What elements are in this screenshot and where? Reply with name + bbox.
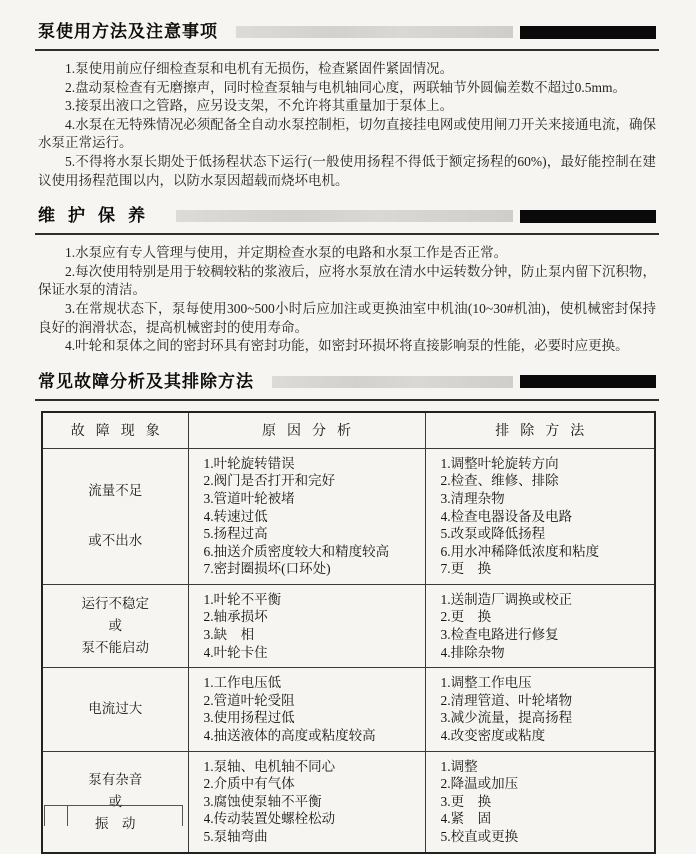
instruction-item: 2.每次使用特别是用于较稠较粘的浆液后，应将水泵放在清水中运转数分钟，防止泵内留下沉积物，保证水泵的清洁。 [38, 263, 656, 298]
cause-item: 3.使用扬程过低 [203, 710, 295, 726]
section-rule [35, 49, 659, 51]
remedy-item: 2.清理管道、叶轮堵物 [440, 692, 573, 708]
header-gray-strip [176, 210, 513, 222]
instruction-item: 2.盘动泵检查有无磨擦声，同时检查泵轴与电机轴同心度，两联轴节外圆偏差数不超过0.5mm。 [65, 79, 627, 95]
partial-table-divider [67, 806, 68, 826]
instruction-item: 4.叶轮和泵体之间的密封环具有密封功能，如密封环损坏将直接影响泵的性能，必要时应更换。 [65, 338, 629, 354]
remedy-item: 4.改变密度或粘度 [440, 728, 546, 744]
cause-item: 3.腐蚀使泵轴不平衡 [203, 793, 322, 809]
cause-item: 7.密封圈损坏(口环处) [203, 561, 331, 577]
remedy-item: 1.调整工作电压 [440, 675, 532, 691]
remedy-item: 3.清理杂物 [440, 490, 505, 506]
phenomenon-cell [42, 668, 188, 751]
remedy-item: 1.调整叶轮旋转方向 [440, 455, 559, 471]
cause-item: 1.泵轴、电机轴不同心 [203, 758, 336, 774]
instruction-item: 3.接泵出液口之管路，应另设支架，不允许将其重量加于泵体上。 [65, 98, 454, 114]
section-header-usage [38, 20, 656, 44]
cause-item: 2.阀门是否打开和完好 [203, 473, 336, 489]
table-row-unstable-operation [42, 584, 655, 667]
header-black-bar [520, 210, 656, 223]
remedy-item: 4.检查电器设备及电路 [440, 508, 573, 524]
section-header-faults [38, 370, 656, 394]
phenomenon-line: 振 动 [95, 815, 136, 831]
partial-table-fragment [44, 805, 183, 826]
phenomenon-cell [42, 584, 188, 667]
phenomenon-cell [42, 751, 188, 852]
remedy-item: 2.降温或加压 [440, 776, 519, 792]
cause-item: 5.泵轴弯曲 [203, 829, 268, 844]
remedies-cell [425, 751, 655, 852]
cause-item: 2.轴承损坏 [203, 609, 268, 625]
cause-item: 3.缺 相 [203, 627, 255, 643]
instruction-item: 3.在常规状态下，泵每使用300~500小时后应加注或更换油室中机油(10~30#机油)，使机械密封保持良好的润滑状态，提高机械密封的使用寿命。 [38, 300, 656, 335]
col-header-remedy: 排除方法 [425, 412, 655, 449]
phenomenon-line: 或不出水 [88, 533, 143, 549]
fault-table-header-row [42, 412, 655, 449]
remedies-cell [425, 448, 655, 584]
phenomenon-line: 泵有杂音 [88, 771, 143, 787]
section-header-maintenance [38, 204, 656, 228]
section-title-usage: 泵使用方法及注意事项 [38, 22, 218, 41]
col-header-phenomenon: 故障现象 [42, 412, 188, 449]
cause-item: 3.管道叶轮被堵 [203, 490, 295, 506]
remedy-item: 5.校直或更换 [440, 829, 519, 844]
instruction-item: 1.水泵应有专人管理与使用，并定期检查水泵的电路和水泵工作是否正常。 [65, 245, 508, 261]
section-title-maintenance: 维护保养 [38, 206, 158, 226]
causes-cell [188, 448, 425, 584]
cause-item: 4.传动装置处螺栓松动 [203, 811, 336, 827]
cause-item: 4.转速过低 [203, 508, 268, 524]
remedy-item: 1.调整 [440, 758, 478, 774]
instruction-item: 1.泵使用前应仔细检查泵和电机有无损伤，检查紧固件紧固情况。 [65, 61, 454, 76]
header-gray-strip [236, 26, 513, 38]
phenomenon-line: 泵不能启动 [81, 640, 149, 656]
cause-item: 2.介质中有气体 [203, 776, 295, 792]
remedy-item: 5.改泵或降低扬程 [440, 526, 546, 542]
maintenance-instructions [38, 244, 656, 356]
cause-item: 4.叶轮卡住 [203, 644, 268, 660]
instruction-item: 4.水泵在无特殊情况必须配备全自动水泵控制柜，切勿直接挂电网或使用闸刀开关来接通电流，确保水泵正常运行。 [38, 116, 656, 151]
col-header-cause: 原因分析 [188, 412, 425, 449]
phenomenon-line: 流量不足 [88, 483, 143, 499]
cause-item: 1.工作电压低 [203, 675, 282, 691]
cause-item: 5.扬程过高 [203, 526, 268, 542]
remedies-cell [425, 584, 655, 667]
phenomenon-line: 或 [108, 618, 122, 634]
remedy-item: 2.更 换 [440, 609, 492, 625]
table-row-noise-vibration [42, 751, 655, 852]
remedy-item: 4.排除杂物 [440, 644, 505, 660]
causes-cell [188, 751, 425, 852]
fault-table [41, 411, 656, 854]
remedy-item: 7.更 换 [440, 561, 492, 577]
cause-item: 1.叶轮不平衡 [203, 591, 282, 607]
phenomenon-line: 运行不稳定 [81, 596, 149, 612]
table-row-flow-insufficient [42, 448, 655, 584]
section-rule [35, 233, 659, 235]
section-rule [35, 399, 659, 401]
remedies-cell [425, 668, 655, 751]
header-black-bar [520, 26, 656, 39]
phenomenon-line: 电流过大 [88, 701, 143, 717]
remedy-item: 2.检查、维修、排除 [440, 473, 559, 489]
causes-cell [188, 668, 425, 751]
remedy-item: 1.送制造厂调换或校正 [440, 591, 573, 607]
remedy-item: 3.减少流量，提高扬程 [440, 710, 573, 726]
instruction-item: 5.不得将水泵长期处于低扬程状态下运行(一般使用扬程不得低于额定扬程的60%)，最好能控制在建议使用扬程范围以内，以防水泵因超载而烧坏电机。 [38, 153, 656, 188]
phenomenon-line: 或 [108, 793, 122, 809]
remedy-item: 4.紧 固 [440, 811, 492, 827]
remedy-item: 6.用水冲稀降低浓度和粘度 [440, 543, 600, 559]
header-black-bar [520, 375, 656, 388]
remedy-item: 3.更 换 [440, 793, 492, 809]
causes-cell [188, 584, 425, 667]
header-gray-strip [272, 376, 513, 388]
phenomenon-cell [42, 448, 188, 584]
remedy-item: 3.检查电路进行修复 [440, 627, 559, 643]
cause-item: 2.管道叶轮受阻 [203, 692, 295, 708]
usage-instructions [38, 60, 656, 190]
cause-item: 4.抽送液体的高度或粘度较高 [203, 728, 376, 744]
table-row-overcurrent [42, 668, 655, 751]
cause-item: 1.叶轮旋转错误 [203, 455, 295, 471]
cause-item: 6.抽送介质密度较大和精度较高 [203, 543, 390, 559]
section-title-faults: 常见故障分析及其排除方法 [38, 371, 254, 391]
